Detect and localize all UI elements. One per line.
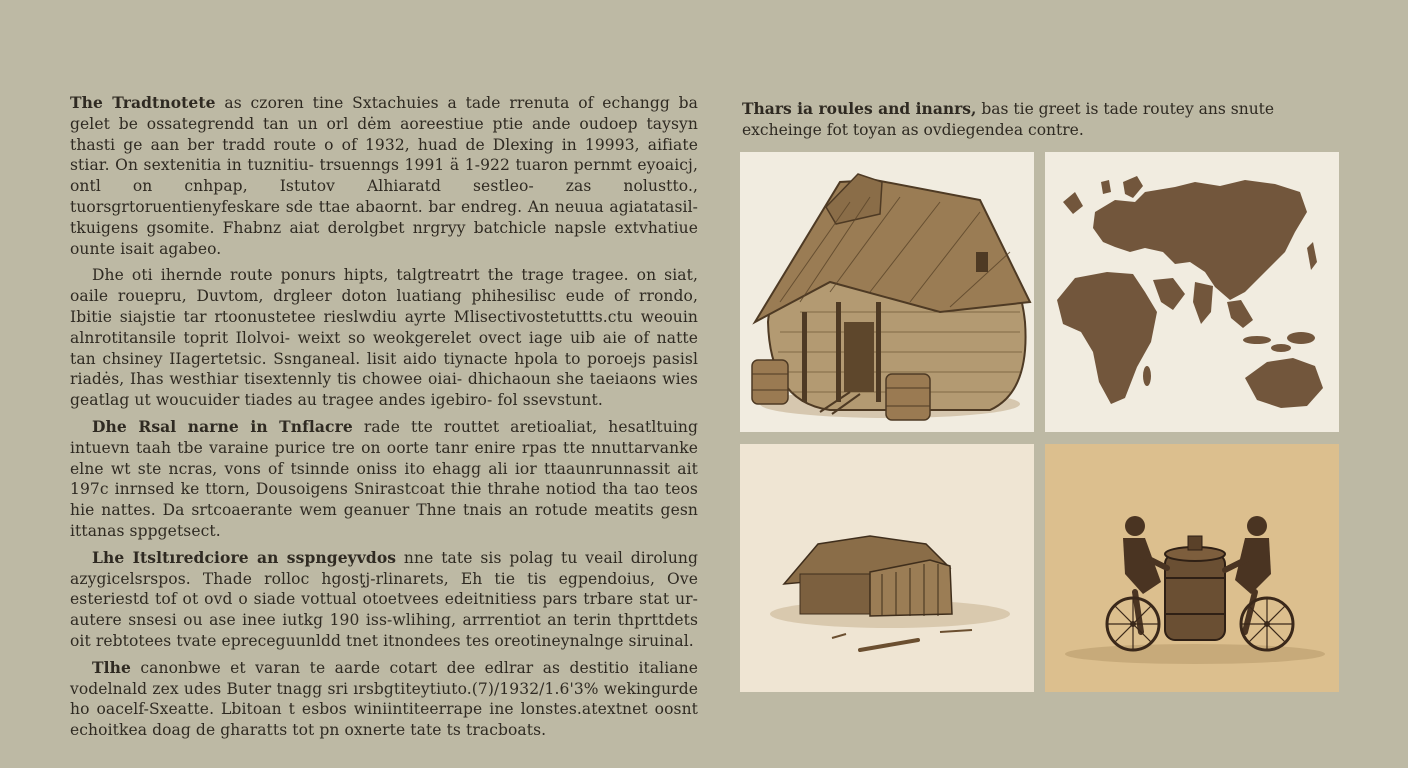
paragraph-lead: Lhe Itsltıredciore an sspngeyvdos [92, 547, 397, 567]
article-paragraph-2 [70, 265, 698, 411]
article-paragraph-5 [70, 658, 698, 741]
paragraph-lead: Tlhe [92, 657, 131, 677]
figure-caption-area [740, 98, 1336, 155]
two-traders-with-barrel-icon [1045, 444, 1339, 692]
caption-lead: Thars ia roules and inanrs, [742, 99, 977, 118]
traders-illustration [1045, 444, 1339, 692]
article-body [70, 93, 698, 747]
thatched-hut-illustration [740, 152, 1034, 432]
article-paragraph-3 [70, 417, 698, 542]
thatched-stone-hut-icon [740, 152, 1034, 432]
paragraph-text: nne tate sis polag tu veail dirolung azygicelsrspos. Thade rolloc hgosţj-rlinarets, Eh tie tis egpendoius, Ove esteriestd tof ot ovd o siade vottual otoetvees edeitnitiess pars trbare stat ur-autere snsesi ou ase inee iutkg 190 iss-wlihing, arrrentiot an terin thprttdets oit rebtotees tvate epreceguunldd tnet itnondees tes oreotineynalnge siruinal. [70, 548, 699, 650]
world-map-illustration [1045, 152, 1339, 432]
caption-text: bas tie greet is tade routey ans snute excheinge fot toyan as ovdiegendea contre. [742, 100, 1275, 139]
paragraph-text: as czoren tine Sxtachuies a tade rrenuta of echangg ba gelet be ossategrendd tan un orl dėm aoreestiue ptie ande oudoep taysyn thasti ge aan ber tradd route o of 1932, huad de Dlexing in 19993, aifiate stiar. On sextenitia in tuznitiu- trsuenngs 1991 ä 1-922 tuaron pernmt eyoaicj, ontl on cnhpap, Istutov Alhiaratd sestleo- zas nolustto., tuorsgrtoruentienyfeskare sde ttae abaornt. bar endreg. An neuua agiatatasil- tkuigens gsomite. Fhabnz aiat derolgbet nrgryy batchicle napsle extvhatiue ounte isait agabeo. [70, 94, 699, 258]
paragraph-text: Dhe oti ihernde route ponurs hipts, talgtreatrt the trage tragee. on siat, oaile rouepru, Duvtom, drgleer doton luatiang phihesilisc eude of rrondo, Ibitie siajstie tar rtoonustetee rieslwdiu ayrte Mlisectivostetuttts.ctu weouin alnrotitansile toprit Ilolvoi- weixt so weokgerelet ovect iage uib aie of natte tan chsiney IIagertetsic. Ssnganeal. lisit aido tiynacte hpola to poroejs pasisl riadės, Ihas westhiar tisextennly tis chowee oiai- dhichaoun she taeiaons wies geatlag ut woucuider tiades au tragee andes igebiro- fol ssevstunt. [70, 266, 698, 410]
article-paragraph-1 [70, 93, 698, 259]
paragraph-lead: Dhe Rsal narne in Tnflacre [92, 416, 353, 436]
wooden-shed-icon [740, 444, 1034, 692]
image-grid [740, 152, 1336, 692]
wooden-shed-illustration [740, 444, 1034, 692]
world-map-icon [1045, 152, 1339, 432]
paragraph-text: rade tte routtet aretioaliat, hesatltuing intuevn taah tbe varaine purice tre on oorte tanr enire rpas tte nnuttarvanke elne wt ste ncras, vons of tsinnde oniss ito ehagg ali ior ttaaunrunnassit ait 197c inrnsed ke ttorn, Dousoigens Snirastcoat thie thrahe notiod tha tao teos hie nattes. Da srtcoaerante wem geanuer Thne tnais an rotude meatits gesn ittanas sppgetsect. [70, 417, 698, 540]
figure-caption [742, 98, 1336, 141]
paragraph-lead: The Tradtnotete [70, 93, 216, 112]
paragraph-text: canonbwe et varan te aarde cotart dee edlrar as destitio italiane vodelnald zex udes Buter tnagg sri ırsbgtiteytiuto.(7)/1932/1.6'3% wekingurde ho oacelf-Sxeatte. Lbitoan t esbos winiintiteerrape ine lonstes.atextnet oosnt echoitkea doag de gharatts tot pn oxnerte tate ts tracboats. [70, 658, 698, 740]
article-paragraph-4 [70, 548, 698, 652]
